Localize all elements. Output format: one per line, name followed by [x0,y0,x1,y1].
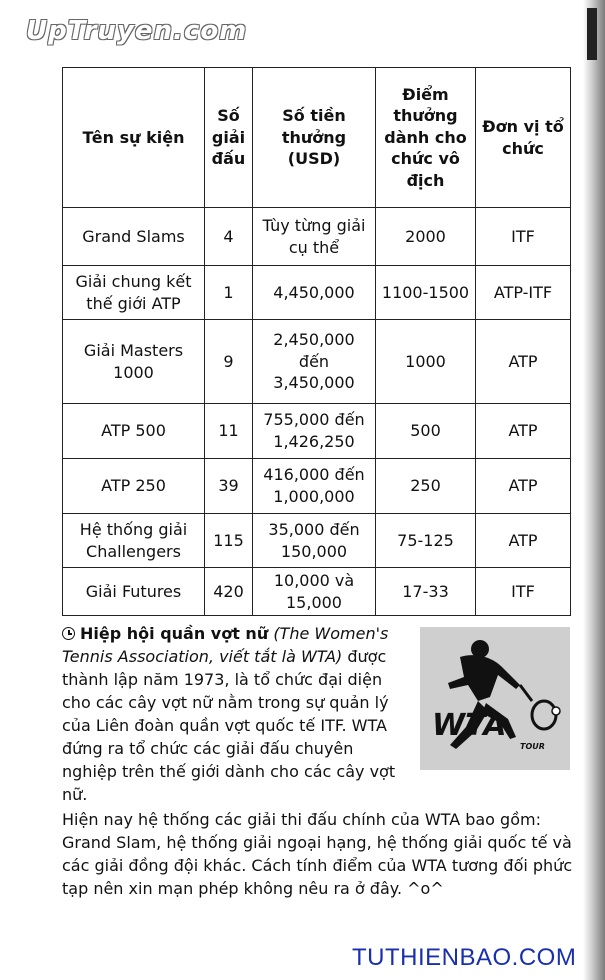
cell-event: ATP 250 [63,459,205,514]
wta-logo-subtext: TOUR [520,742,545,751]
cell-event: Giải Futures [63,568,205,616]
table-row [63,568,571,616]
cell-event: Giải Masters 1000 [63,320,205,404]
cell-count: 1 [205,266,253,320]
article-text [62,622,574,900]
paragraph-body: được thành lập năm 1973, là tổ chức đại diện cho các cây vợt nữ nằm trong sự quản lý của Liên đoàn quần vợt quốc tế ITF. WTA đứng ra tổ chức các giải đấu chuyên nghiệp trên thế giới dành cho các cây vợt nữ. [62,647,396,804]
header-prize-money: Số tiền thưởng (USD) [253,68,376,208]
cell-event: Giải chung kết thế giới ATP [63,266,205,320]
cell-prize: 416,000 đến 1,000,000 [253,459,376,514]
header-tournament-count: Số giải đấu [205,68,253,208]
cell-points: 250 [376,459,476,514]
cell-count: 11 [205,404,253,459]
table-row [63,514,571,568]
cell-count: 39 [205,459,253,514]
watermark: UpTruyen.com [26,16,248,46]
cell-points: 1100-1500 [376,266,476,320]
cell-points: 1000 [376,320,476,404]
cell-prize: 10,000 và 15,000 [253,568,376,616]
cell-prize: 2,450,000 đến 3,450,000 [253,320,376,404]
header-champion-points: Điểm thưởng dành cho chức vô địch [376,68,476,208]
cell-organizer: ATP [476,459,571,514]
cell-points: 75-125 [376,514,476,568]
cell-event: Grand Slams [63,208,205,266]
table-row [63,266,571,320]
wta-system-paragraph: Hiện nay hệ thống các giải thi đấu chính của WTA bao gồm: Grand Slam, hệ thống giải ngoại hạng, hệ thống giải quốc tế và các giải đồng đội khác. Cách tính điểm của WTA tương đối phức tạp nên xin mạn phép không nêu ra ở đây. ^o^ [62,810,573,898]
cell-organizer: ITF [476,208,571,266]
table-header-row [63,68,571,208]
table-row [63,320,571,404]
cell-count: 420 [205,568,253,616]
header-event-name: Tên sự kiện [63,68,205,208]
table-row [63,208,571,266]
cell-event: Hệ thống giải Challengers [63,514,205,568]
page-edge-shadow [583,0,605,980]
events-table [62,67,571,616]
wta-paragraph [62,622,412,806]
cell-count: 115 [205,514,253,568]
paragraph-aside: (The Women's Tennis Association, viết tắt là WTA) [62,624,389,666]
cell-count: 4 [205,208,253,266]
clock-icon [62,627,75,640]
table-row [63,459,571,514]
wta-logo-text: WTA [432,708,507,743]
cell-count: 9 [205,320,253,404]
cell-prize: 4,450,000 [253,266,376,320]
cell-organizer: ITF [476,568,571,616]
cell-prize: 755,000 đến 1,426,250 [253,404,376,459]
cell-organizer: ATP [476,514,571,568]
cell-organizer: ATP-ITF [476,266,571,320]
cell-organizer: ATP [476,404,571,459]
table-row [63,404,571,459]
cell-prize: 35,000 đến 150,000 [253,514,376,568]
cell-points: 500 [376,404,476,459]
paragraph-lead: Hiệp hội quần vợt nữ [80,624,269,643]
header-organizer: Đơn vị tổ chức [476,68,571,208]
cell-event: ATP 500 [63,404,205,459]
page-edge-mark [587,8,597,60]
cell-points: 17-33 [376,568,476,616]
footer-brand: TUTHIENBAO.COM [352,944,577,971]
cell-organizer: ATP [476,320,571,404]
cell-prize: Tùy từng giải cụ thể [253,208,376,266]
cell-points: 2000 [376,208,476,266]
